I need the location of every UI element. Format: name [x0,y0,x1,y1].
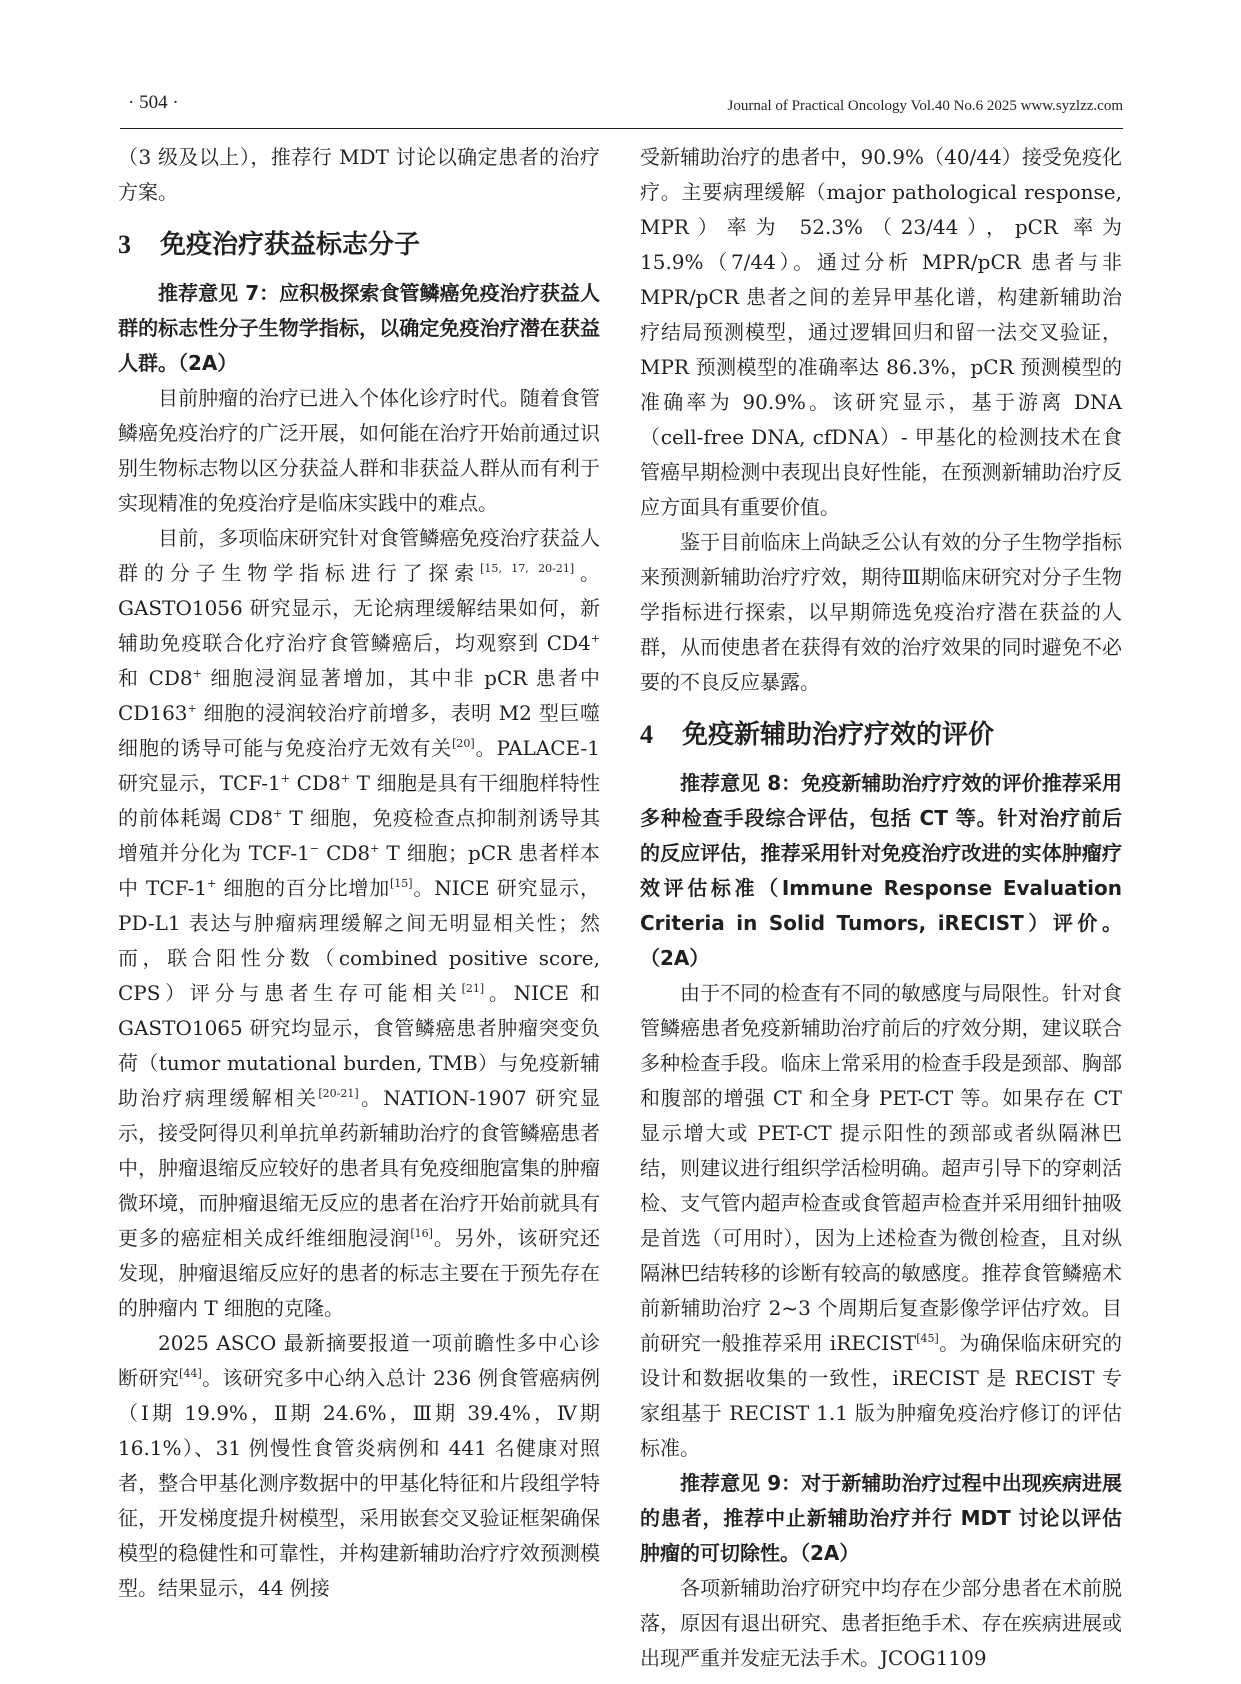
citation: [21] [461,982,485,995]
paragraph-asco: 2025 ASCO 最新摘要报道一项前瞻性多中心诊断研究[44]。该研究多中心纳入总计 236 例食管癌病例（Ⅰ期 19.9%，Ⅱ期 24.6%，Ⅲ期 39.4%，Ⅳ期 16.1%）、31 例慢性食管炎病例和 441 名健康对照者，整合甲基化测序数据中的甲基化特征和片段组学特征，开发梯度提升树模型，采用嵌套交叉验证框架确保模型的稳健性和可靠性，并构建新辅助治疗疗效预测模型。结果显示，44 例接 [118,1331,601,1600]
citation: [45] [916,1332,939,1345]
page-header [120,88,1123,129]
citation: [15, 17, 20-21] [480,562,575,575]
section-3-heading [118,228,600,262]
paragraph-continued: 受新辅助治疗的患者中，90.9%（40/44）接受免疫化疗。主要病理缓解（major pathological response, MPR）率为 52.3%（23/44），pCR 率为 15.9%（7/44）。通过分析 MPR/pCR 患者与非 MPR/pCR 患者之间的差异甲基化谱，构建新辅助治疗结局预测模型，通过逻辑回归和留一法交叉验证，MPR 预测模型的准确率达 86.3%，pCR 预测模型的准确率为 90.9%。该研究显示，基于游离 DNA（cell-free DNA, cfDNA）- 甲基化的检测技术在食管癌早期检测中表现出良好性能，在预测新辅助治疗反应方面具有重要价值。 [640,145,1122,519]
recommendation-8: 推荐意见 8：免疫新辅助治疗疗效的评价推荐采用多种检查手段综合评估，包括 CT 等。针对治疗前后的反应评估，推荐采用针对免疫治疗改进的实体肿瘤疗效评估标准（Immune Response Evaluation Criteria in Solid Tumors, iRECIST）评价。（2A） [640,771,1122,970]
right-column [640,140,1122,1676]
recommendation-7: 推荐意见 7：应积极探索食管鳞癌免疫治疗获益人群的标志性分子生物学指标，以确定免疫治疗潜在获益人群。（2A） [118,281,600,375]
paragraph: 鉴于目前临床上尚缺乏公认有效的分子生物学指标来预测新辅助治疗疗效，期待Ⅲ期临床研究对分子生物学指标进行探索，以早期筛选免疫治疗潜在获益的人群，从而使患者在获得有效的治疗效果的同时避免不必要的不良反应暴露。 [640,530,1122,694]
section-title: 免疫治疗获益标志分子 [160,230,421,260]
page-number: · 504 · [128,92,179,113]
section-number: 3 [118,230,131,259]
journal-citation: Journal of Practical Oncology Vol.40 No.6 2025 www.syzlzz.com [727,98,1123,114]
section-4-heading [640,718,1122,752]
paragraph-imaging: 由于不同的检查有不同的敏感度与局限性。针对食管鳞癌患者免疫新辅助治疗前后的疗效分期，建议联合多种检查手段。临床上常采用的检查手段是颈部、胸部和腹部的增强 CT 和全身 PET-CT 等。如果存在 CT 显示增大或 PET-CT 提示阳性的颈部或者纵隔淋巴结，则建议进行组织学活检明确。超声引导下的穿刺活检、支气管内超声检查或食管超声检查并采用细针抽吸是首选（可用时），因为上述检查为微创检查，且对纵隔淋巴结转移的诊断有较高的敏感度。推荐食管鳞癌术前新辅助治疗 2~3 个周期后复查影像学评估疗效。目前研究一般推荐采用 iRECIST[45]。为确保临床研究的设计和数据收集的一致性，iRECIST 是 RECIST 专家组基于 RECIST 1.1 版为肿瘤免疫治疗修订的评估标准。 [640,981,1123,1460]
recommendation-9: 推荐意见 9：对于新辅助治疗过程中出现疾病进展的患者，推荐中止新辅助治疗并行 MDT 讨论以评估肿瘤的可切除性。（2A） [640,1471,1122,1565]
left-column [118,140,600,1606]
paragraph: 各项新辅助治疗研究中均存在少部分患者在术前脱落，原因有退出研究、患者拒绝手术、存在疾病进展或出现严重并发症无法手术。JCOG1109 [640,1576,1122,1670]
citation: [44] [179,1367,202,1380]
paragraph-biomarkers: 目前，多项临床研究针对食管鳞癌免疫治疗获益人群的分子生物学指标进行了探索[15, 17, 20-21]。GASTO1056 研究显示，无论病理缓解结果如何，新辅助免疫联合化疗治疗食管鳞癌后，均观察到 CD4+ 和 CD8+ 细胞浸润显著增加，其中非 pCR 患者中 CD163+ 细胞的浸润较治疗前增多，表明 M2 型巨噬细胞的诱导可能与免疫治疗无效有关[20]。PALACE-1 研究显示，TCF-1+ CD8+ T 细胞是具有干细胞样特性的前体耗竭 CD8+ T 细胞，免疫检查点抑制剂诱导其增殖并分化为 TCF-1− CD8+ T 细胞；pCR 患者样本中 TCF-1+ 细胞的百分比增加[15]。NICE 研究显示，PD-L1 表达与肿瘤病理缓解之间无明显相关性；然而，联合阳性分数（combined positive score, CPS）评分与患者生存可能相关[21]。NICE 和 GASTO1065 研究均显示，食管鳞癌患者肿瘤突变负荷（tumor mutational burden, TMB）与免疫新辅助治疗病理缓解相关[20-21]。NATION-1907 研究显示，接受阿得贝利单抗单药新辅助治疗的食管鳞癌患者中，肿瘤退缩反应较好的患者具有免疫细胞富集的肿瘤微环境，而肿瘤退缩无反应的患者在治疗开始前就具有更多的癌症相关成纤维细胞浸润[16]。另外，该研究还发现，肿瘤退缩反应好的患者的标志主要在于预先存在的肿瘤内 T 细胞的克隆。 [118,526,601,1320]
citation: [15] [390,877,413,890]
citation: [16] [410,1227,433,1240]
paragraph: 目前肿瘤的治疗已进入个体化诊疗时代。随着食管鳞癌免疫治疗的广泛开展，如何能在治疗开始前通过识别生物标志物以区分获益人群和非获益人群从而有利于实现精准的免疫治疗是临床实践中的难点。 [118,386,600,515]
citation: [20] [452,737,475,750]
paragraph-continued: （3 级及以上），推荐行 MDT 讨论以确定患者的治疗方案。 [118,145,600,204]
citation: [20-21] [318,1087,359,1100]
section-title: 免疫新辅助治疗疗效的评价 [682,720,995,750]
section-number: 4 [640,720,653,749]
